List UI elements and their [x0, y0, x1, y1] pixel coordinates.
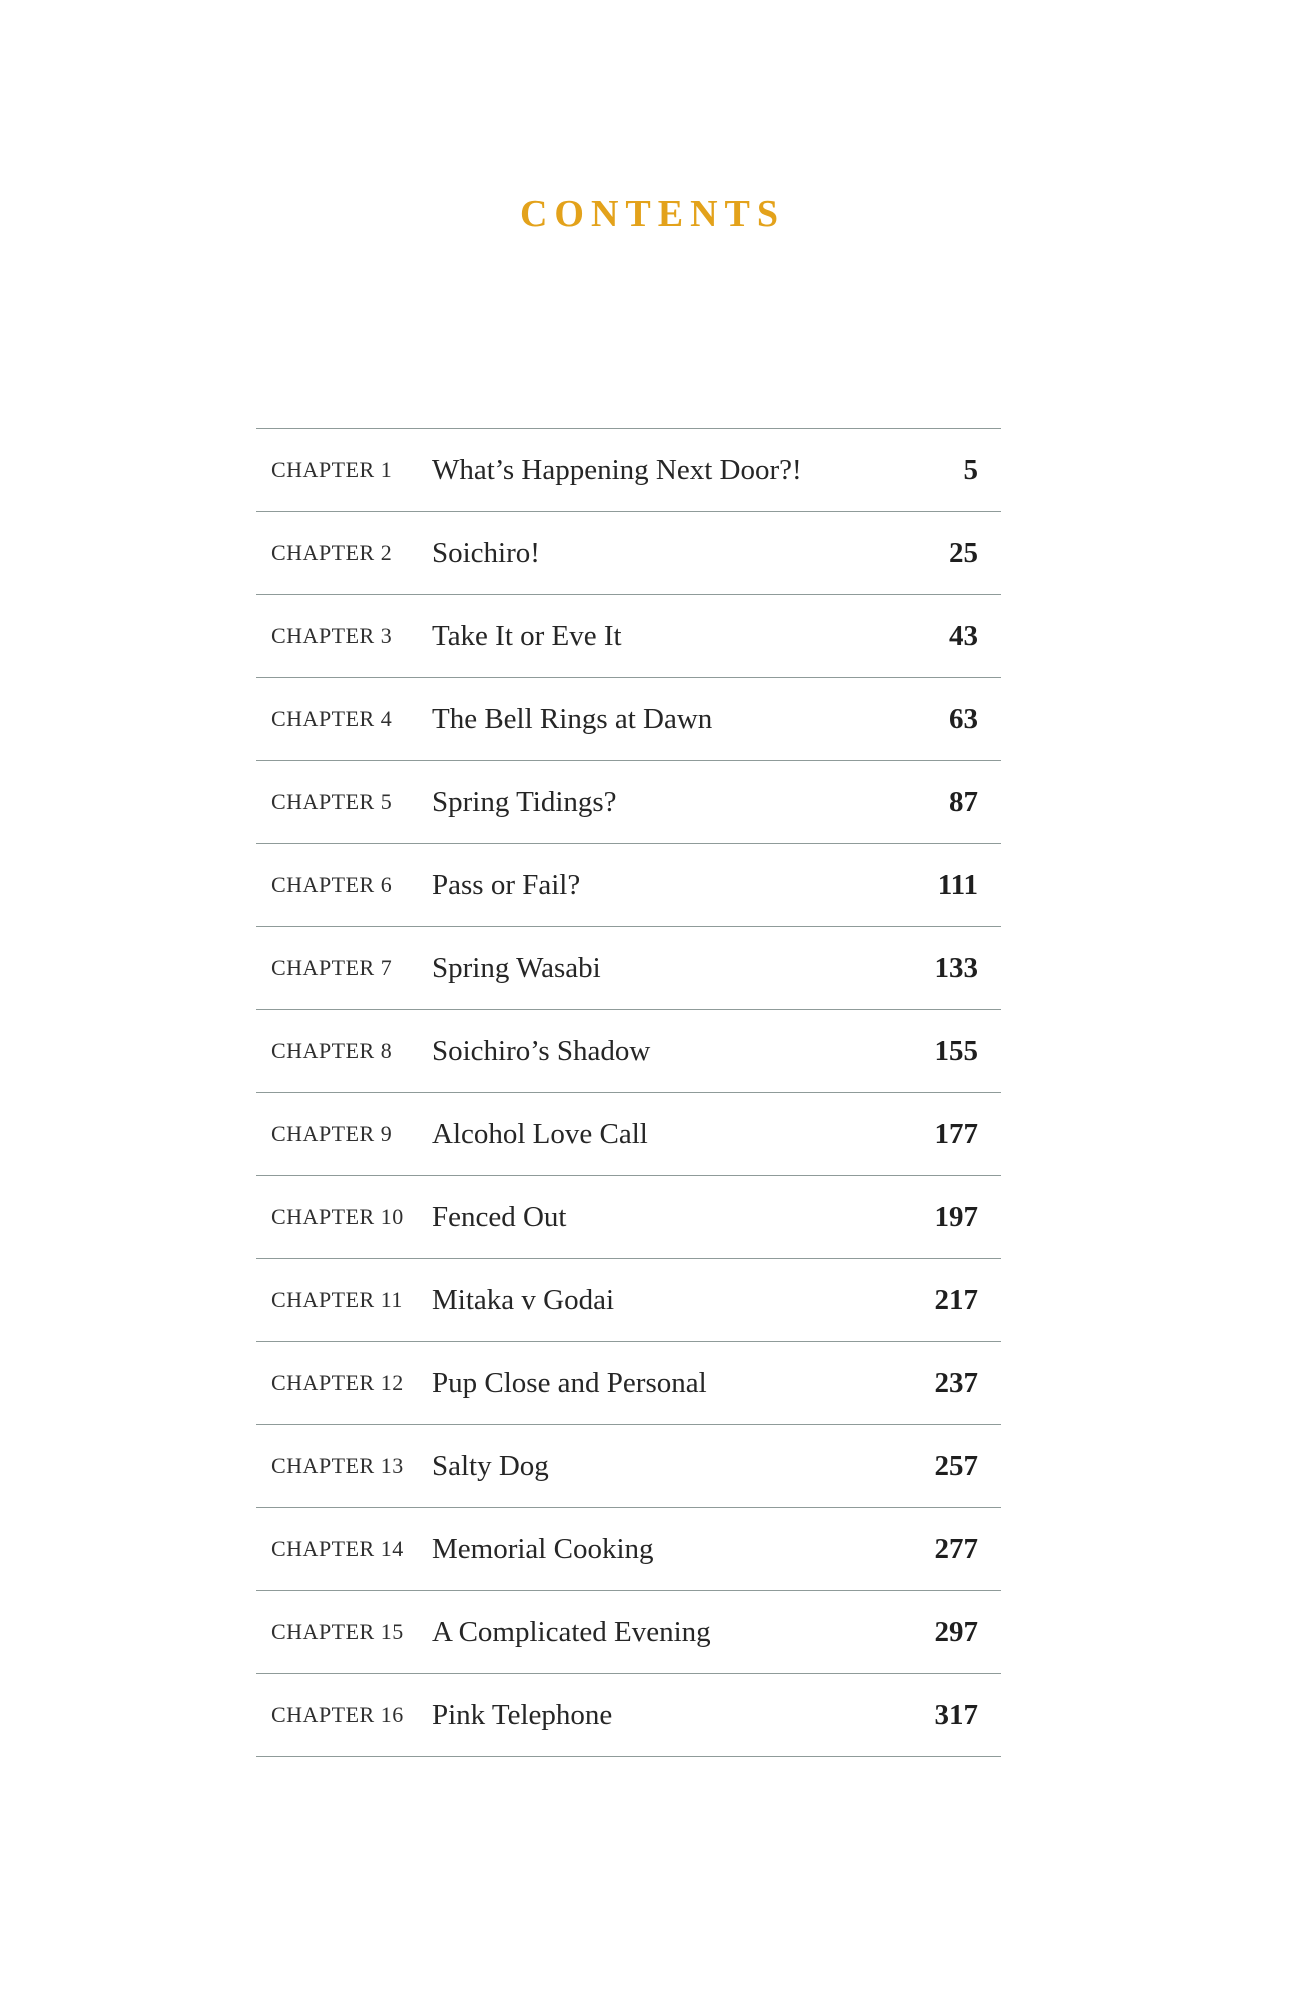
chapter-label: CHAPTER 8: [271, 1038, 393, 1063]
toc-row[interactable]: [256, 1176, 1001, 1259]
chapter-title: What’s Happening Next Door?!: [432, 454, 802, 486]
page-number: 87: [949, 786, 978, 818]
chapter-title: Fenced Out: [432, 1201, 567, 1233]
page-number: 63: [949, 703, 978, 735]
chapter-label: CHAPTER 12: [271, 1370, 404, 1395]
chapter-title: A Complicated Evening: [432, 1616, 711, 1648]
chapter-label: CHAPTER 7: [271, 955, 393, 980]
chapter-title: Pass or Fail?: [432, 869, 581, 901]
toc-row[interactable]: [256, 595, 1001, 678]
chapter-title: Soichiro’s Shadow: [432, 1035, 651, 1067]
chapter-title: Spring Wasabi: [432, 952, 601, 984]
page-number: 237: [934, 1367, 978, 1399]
chapter-title: Pink Telephone: [432, 1699, 613, 1731]
page-number: 43: [949, 620, 978, 652]
chapter-title: Take It or Eve It: [432, 620, 622, 652]
chapter-label: CHAPTER 13: [271, 1453, 404, 1478]
page-title: CONTENTS: [519, 193, 786, 235]
page-number: 197: [934, 1201, 978, 1233]
page-number: 277: [934, 1533, 978, 1565]
page-number: 5: [963, 454, 978, 486]
chapter-label: CHAPTER 9: [271, 1121, 393, 1146]
toc-row[interactable]: [256, 678, 1001, 761]
chapter-label: CHAPTER 1: [271, 457, 393, 482]
page-number: 217: [934, 1284, 978, 1316]
chapter-title: Memorial Cooking: [432, 1533, 654, 1565]
chapter-title: Spring Tidings?: [432, 786, 617, 818]
chapter-label: CHAPTER 16: [271, 1702, 404, 1727]
chapter-title: Alcohol Love Call: [432, 1118, 648, 1150]
page-number: 317: [934, 1699, 978, 1731]
chapter-title: Pup Close and Personal: [432, 1367, 707, 1399]
chapter-label: CHAPTER 14: [271, 1536, 404, 1561]
page-number: 155: [934, 1035, 978, 1067]
chapter-title: The Bell Rings at Dawn: [432, 703, 713, 735]
toc-row[interactable]: [256, 1342, 1001, 1425]
chapter-label: CHAPTER 3: [271, 623, 393, 648]
chapter-label: CHAPTER 10: [271, 1204, 404, 1229]
toc-row[interactable]: [256, 1591, 1001, 1674]
chapter-label: CHAPTER 11: [271, 1287, 403, 1312]
page-number: 297: [934, 1616, 978, 1648]
page-number: 25: [949, 537, 978, 569]
toc-row[interactable]: [256, 512, 1001, 595]
chapter-label: CHAPTER 4: [271, 706, 393, 731]
toc-row[interactable]: [256, 1674, 1001, 1757]
toc-row[interactable]: [256, 1259, 1001, 1342]
chapter-label: CHAPTER 6: [271, 872, 393, 897]
toc-row[interactable]: [256, 1093, 1001, 1176]
toc-row[interactable]: [256, 1425, 1001, 1508]
toc-row[interactable]: [256, 844, 1001, 927]
chapter-title: Soichiro!: [432, 537, 540, 569]
chapter-label: CHAPTER 15: [271, 1619, 404, 1644]
page-number: 177: [934, 1118, 978, 1150]
chapter-label: CHAPTER 2: [271, 540, 393, 565]
chapter-title: Mitaka v Godai: [432, 1284, 615, 1316]
toc-row[interactable]: [256, 761, 1001, 844]
page-number: 257: [934, 1450, 978, 1482]
toc-row[interactable]: [256, 429, 1001, 512]
chapter-label: CHAPTER 5: [271, 789, 393, 814]
page-number: 111: [937, 869, 978, 901]
chapter-title: Salty Dog: [432, 1450, 549, 1482]
toc-row[interactable]: [256, 1010, 1001, 1093]
page-number: 133: [934, 952, 978, 984]
table-of-contents: [256, 428, 1001, 1757]
toc-row[interactable]: [256, 1508, 1001, 1591]
toc-row[interactable]: [256, 927, 1001, 1010]
